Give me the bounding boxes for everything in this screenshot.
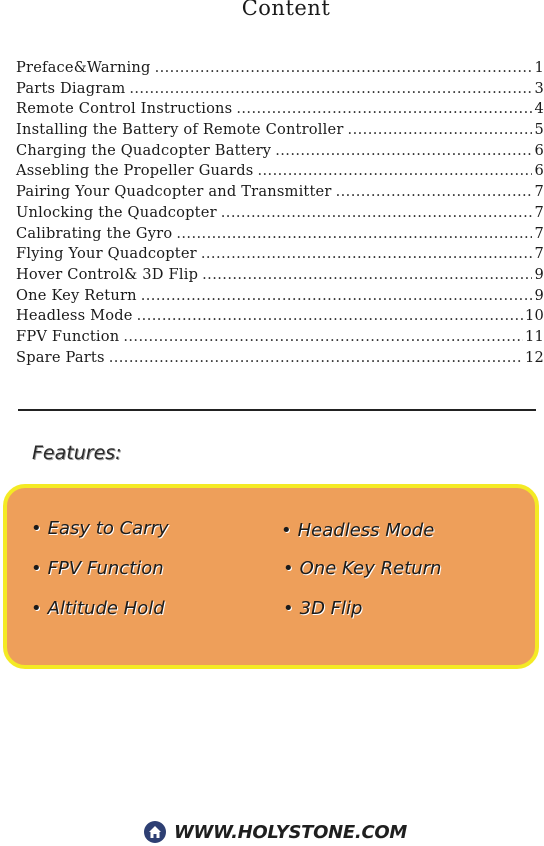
toc-entry <box>16 245 544 266</box>
toc-entry-page: 1 <box>534 59 544 76</box>
feature-item <box>283 598 362 619</box>
toc-entry <box>16 349 544 370</box>
toc-leader-dots <box>155 59 532 76</box>
toc-entry-page: 3 <box>534 79 544 97</box>
feature-item <box>281 520 434 541</box>
toc-entry <box>16 80 544 101</box>
toc-entry-page: 12 <box>525 348 544 366</box>
toc-entry <box>16 204 544 225</box>
toc-entry <box>16 162 544 183</box>
toc-leader-dots <box>275 142 532 159</box>
feature-label: 3D Flip <box>299 598 363 619</box>
toc-entry-label: One Key Return <box>16 286 137 304</box>
toc-entry-page: 6 <box>534 141 544 159</box>
toc-entry <box>16 266 544 287</box>
toc-leader-dots <box>348 121 532 138</box>
toc-entry <box>16 183 544 204</box>
toc-entry-label: FPV Function <box>16 327 120 345</box>
toc-entry-page: 7 <box>534 224 544 242</box>
toc-entry-label: Hover Control& 3D Flip <box>16 265 199 283</box>
feature-label: Headless Mode <box>297 520 435 541</box>
toc-entry-label: Pairing Your Quadcopter and Transmitter <box>16 183 332 201</box>
feature-item <box>31 518 169 539</box>
toc-entry-label: Preface&Warning <box>16 59 151 76</box>
toc-entry-page: 7 <box>534 245 544 263</box>
features-heading: Features: <box>32 442 122 464</box>
feature-item <box>31 558 164 579</box>
toc-entry <box>16 307 544 328</box>
toc-entry-page: 7 <box>534 183 544 201</box>
bullet-icon: • <box>283 598 294 619</box>
toc-leader-dots <box>109 349 523 366</box>
toc-leader-dots <box>336 183 532 200</box>
table-of-contents <box>16 59 544 369</box>
toc-entry <box>16 100 544 121</box>
toc-entry <box>16 59 544 80</box>
feature-item <box>283 558 441 579</box>
toc-entry-label: Flying Your Quadcopter <box>16 245 197 263</box>
features-box <box>3 484 539 669</box>
toc-leader-dots <box>129 80 532 97</box>
toc-leader-dots <box>236 100 532 117</box>
toc-entry-page: 5 <box>534 121 544 139</box>
section-divider <box>18 409 536 411</box>
feature-label: Altitude Hold <box>47 598 165 619</box>
toc-leader-dots <box>221 204 532 221</box>
toc-leader-dots <box>257 162 532 179</box>
toc-entry-page: 4 <box>534 100 544 118</box>
bullet-icon: • <box>31 598 42 619</box>
bullet-icon: • <box>31 558 42 579</box>
toc-entry <box>16 328 544 349</box>
toc-leader-dots <box>202 266 532 283</box>
home-icon <box>144 821 166 843</box>
bullet-icon: • <box>281 520 292 541</box>
toc-entry-label: Calibrating the Gyro <box>16 224 173 242</box>
bullet-icon: • <box>283 558 294 579</box>
toc-leader-dots <box>201 245 532 262</box>
toc-entry-label: Unlocking the Quadcopter <box>16 203 217 221</box>
toc-entry-page: 6 <box>534 162 544 180</box>
toc-entry <box>16 142 544 163</box>
toc-entry-page: 9 <box>534 265 544 283</box>
toc-entry-page: 10 <box>525 307 544 325</box>
page-title: Content <box>241 0 331 20</box>
feature-item <box>31 598 165 619</box>
toc-entry <box>16 287 544 308</box>
toc-entry-page: 9 <box>534 286 544 304</box>
toc-entry <box>16 121 544 142</box>
toc-entry-label: Spare Parts <box>16 348 105 366</box>
toc-entry-label: Parts Diagram <box>16 79 126 97</box>
toc-entry-label: Charging the Quadcopter Battery <box>16 141 272 159</box>
bullet-icon: • <box>31 518 42 539</box>
toc-entry-page: 11 <box>525 327 544 345</box>
toc-entry-label: Remote Control Instructions <box>16 100 233 118</box>
toc-entry-label: Headless Mode <box>16 307 133 325</box>
website-url[interactable]: WWW.HOLYSTONE.COM <box>174 821 407 843</box>
toc-entry-label: Assebling the Propeller Guards <box>16 162 254 180</box>
toc-entry-label: Installing the Battery of Remote Controller <box>16 121 344 139</box>
toc-entry <box>16 225 544 246</box>
toc-leader-dots <box>141 287 532 304</box>
footer <box>144 818 407 846</box>
toc-leader-dots <box>137 307 523 324</box>
toc-leader-dots <box>176 225 532 242</box>
feature-label: Easy to Carry <box>47 518 169 539</box>
toc-leader-dots <box>123 328 523 345</box>
feature-label: FPV Function <box>47 558 164 579</box>
toc-entry-page: 7 <box>534 203 544 221</box>
feature-label: One Key Return <box>299 558 442 579</box>
